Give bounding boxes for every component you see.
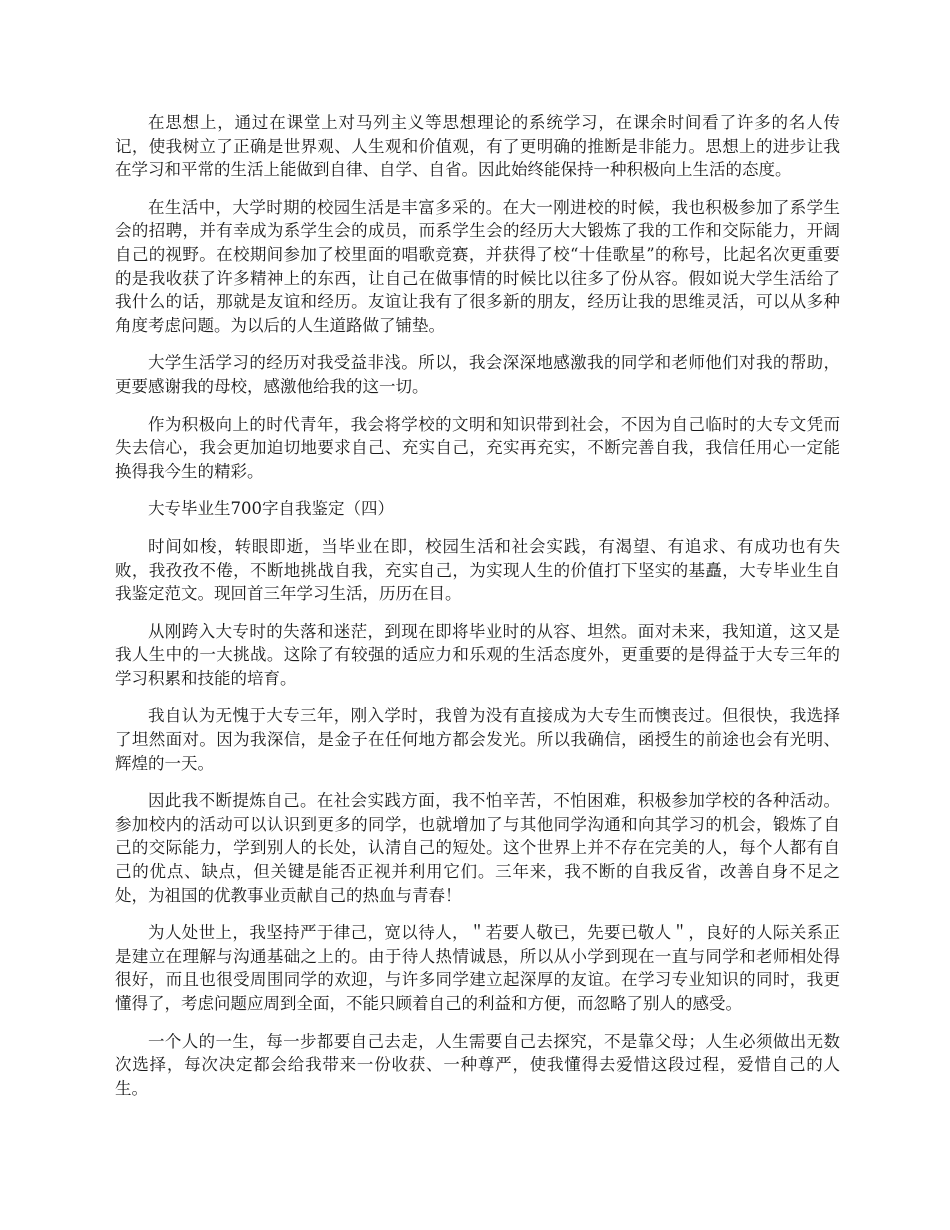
paragraph: 在生活中，大学时期的校园生活是丰富多采的。在大一刚进校的时候，我也积极参加了系学生会的招聘，并有幸成为系学生会的成员，而系学生会的经历大大锻炼了我的工作和交际能力，开阔自己的视野。在校期间参加了校里面的唱歌竞赛，并获得了校“十佳歌星”的称号，比起名次更重要的是我收获了许多精神上的东西，让自己在做事情的时候比以往多了份从容。假如说大学生活给了我什么的话，那就是友谊和经历。友谊让我有了很多新的朋友，经历让我的思维灵活，可以从多种角度考虑问题。为以后的人生道路做了铺垫。 xyxy=(115,197,840,335)
paragraph: 在思想上，通过在课堂上对马列主义等思想理论的系统学习，在课余时间看了许多的名人传记，使我树立了正确是世界观、人生观和价值观，有了更明确的推断是非能力。思想上的进步让我在学习和平常的生活上能做到自律、自学、自省。因此始终能保持一种积极向上生活的态度。 xyxy=(115,113,840,180)
paragraph: 为人处世上，我坚持严于律己，宽以待人，＂若要人敬已，先要已敬人＂，良好的人际关系正是建立在理解与沟通基础之上的。由于待人热情诚恳，所以从小学到现在一直与同学和老师相处得很好，而且也很受周围同学的欢迎，与许多同学建立起深厚的友谊。在学习专业知识的同时，我更懂得了，考虑问题应周到全面，不能只顾着自己的利益和方便，而忽略了别人的感受。 xyxy=(115,923,840,1013)
document-body xyxy=(115,111,840,1114)
paragraph: 大学生活学习的经历对我受益非浅。所以，我会深深地感激我的同学和老师他们对我的帮助，更要感谢我的母校，感激他给我的这一切。 xyxy=(115,353,840,396)
section-title: 大专毕业生700字自我鉴定（四） xyxy=(148,499,394,519)
paragraph: 从刚跨入大专时的失落和迷茫，到现在即将毕业时的从容、坦然。面对未来，我知道，这又是我人生中的一大挑战。这除了有较强的适应力和乐观的生活态度外，更重要的是得益于大专三年的学习积累和技能的培育。 xyxy=(115,621,840,688)
paragraph: 我自认为无愧于大专三年，刚入学时，我曾为没有直接成为大专生而懊丧过。但很快，我选择了坦然面对。因为我深信，是金子在任何地方都会发光。所以我确信，函授生的前途也会有光明、辉煌的一天。 xyxy=(115,706,840,773)
paragraph: 一个人的一生，每一步都要自己去走，人生需要自己去探究，不是靠父母；人生必须做出无数次选择，每次决定都会给我带来一份收获、一种尊严，使我懂得去爱惜这段过程，爱惜自己的人生。 xyxy=(115,1031,840,1098)
paragraph: 作为积极向上的时代青年，我会将学校的文明和知识带到社会，不因为自己临时的大专文凭而失去信心，我会更加迫切地要求自己、充实自己，充实再充实，不断完善自我，我信任用心一定能换得我今生的精彩。 xyxy=(115,414,840,481)
paragraph: 时间如梭，转眼即逝，当毕业在即，校园生活和社会实践，有渴望、有追求、有成功也有失败，我孜孜不倦，不断地挑战自我，充实自己，为实现人生的价值打下坚实的基矗，大专毕业生自我鉴定范文。现回首三年学习生活，历历在目。 xyxy=(115,536,840,604)
paragraph: 因此我不断提炼自己。在社会实践方面，我不怕辛苦，不怕困难，积极参加学校的各种活动。参加校内的活动可以认识到更多的同学，也就增加了与其他同学沟通和向其学习的机会，锻炼了自己的交际能力，学到别人的长处，认清自己的短处。这个世界上并不存在完美的人，每个人都有自己的优点、缺点，但关键是能否正视并利用它们。三年来，我不断的自我反省，改善自身不足之处，为祖国的优教事业贡献自己的热血与青春！ xyxy=(115,791,840,905)
